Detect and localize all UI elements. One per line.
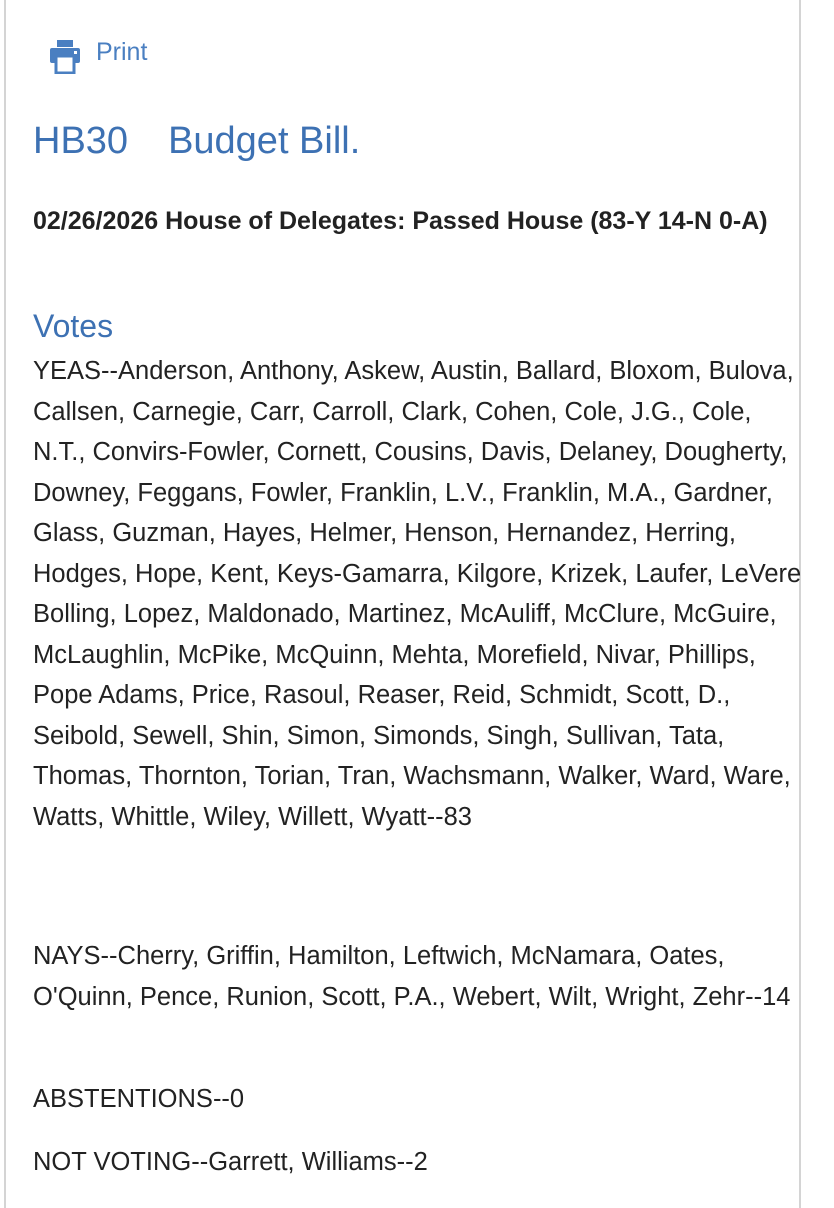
print-button[interactable] <box>50 30 147 74</box>
bill-title: Budget Bill. <box>168 120 361 162</box>
abstentions-line: ABSTENTIONS--0 <box>33 1085 245 1113</box>
printer-icon <box>50 40 80 74</box>
print-label: Print <box>96 38 148 66</box>
not-voting-line: NOT VOTING--Garrett, Williams--2 <box>33 1148 428 1176</box>
bill-heading <box>33 118 360 164</box>
nays-list: NAYS--Cherry, Griffin, Hamilton, Leftwich, McNamara, Oates, O'Quinn, Pence, Runion, Scott, P.A., Webert, Wilt, Wright, Zehr--14 <box>33 942 791 1011</box>
action-summary: 02/26/2026 House of Delegates: Passed House (83-Y 14-N 0-A) <box>33 207 768 235</box>
bill-number: HB30 <box>33 120 129 162</box>
yeas-list: YEAS--Anderson, Anthony, Askew, Austin, Ballard, Bloxom, Bulova, Callsen, Carnegie, Carr, Carroll, Clark, Cohen, Cole, J.G., Cole, N.T., Convirs-Fowler, Cornett, Cousins, Davis, Delaney, Dougherty, Downey, Feggans, Fowler, Franklin, L.V., Franklin, M.A., Gardner, Glass, Guzman, Hayes, Helmer, Henson, Hernandez, Herring, Hodges, Hope, Kent, Keys-Gamarra, Kilgore, Krizek, Laufer, LeVere Bolling, Lopez, Maldonado, Martinez, McAuliff, McClure, McGuire, McLaughlin, McPike, McQuinn, Mehta, Morefield, Nivar, Phillips, Pope Adams, Price, Rasoul, Reaser, Reid, Schmidt, Scott, D., Seibold, Sewell, Shin, Simon, Simonds, Singh, Sullivan, Tata, Thomas, Thornton, Torian, Tran, Wachsmann, Walker, Ward, Ware, Watts, Whittle, Wiley, Willett, Wyatt--83 <box>33 357 802 831</box>
votes-heading: Votes <box>33 308 114 344</box>
